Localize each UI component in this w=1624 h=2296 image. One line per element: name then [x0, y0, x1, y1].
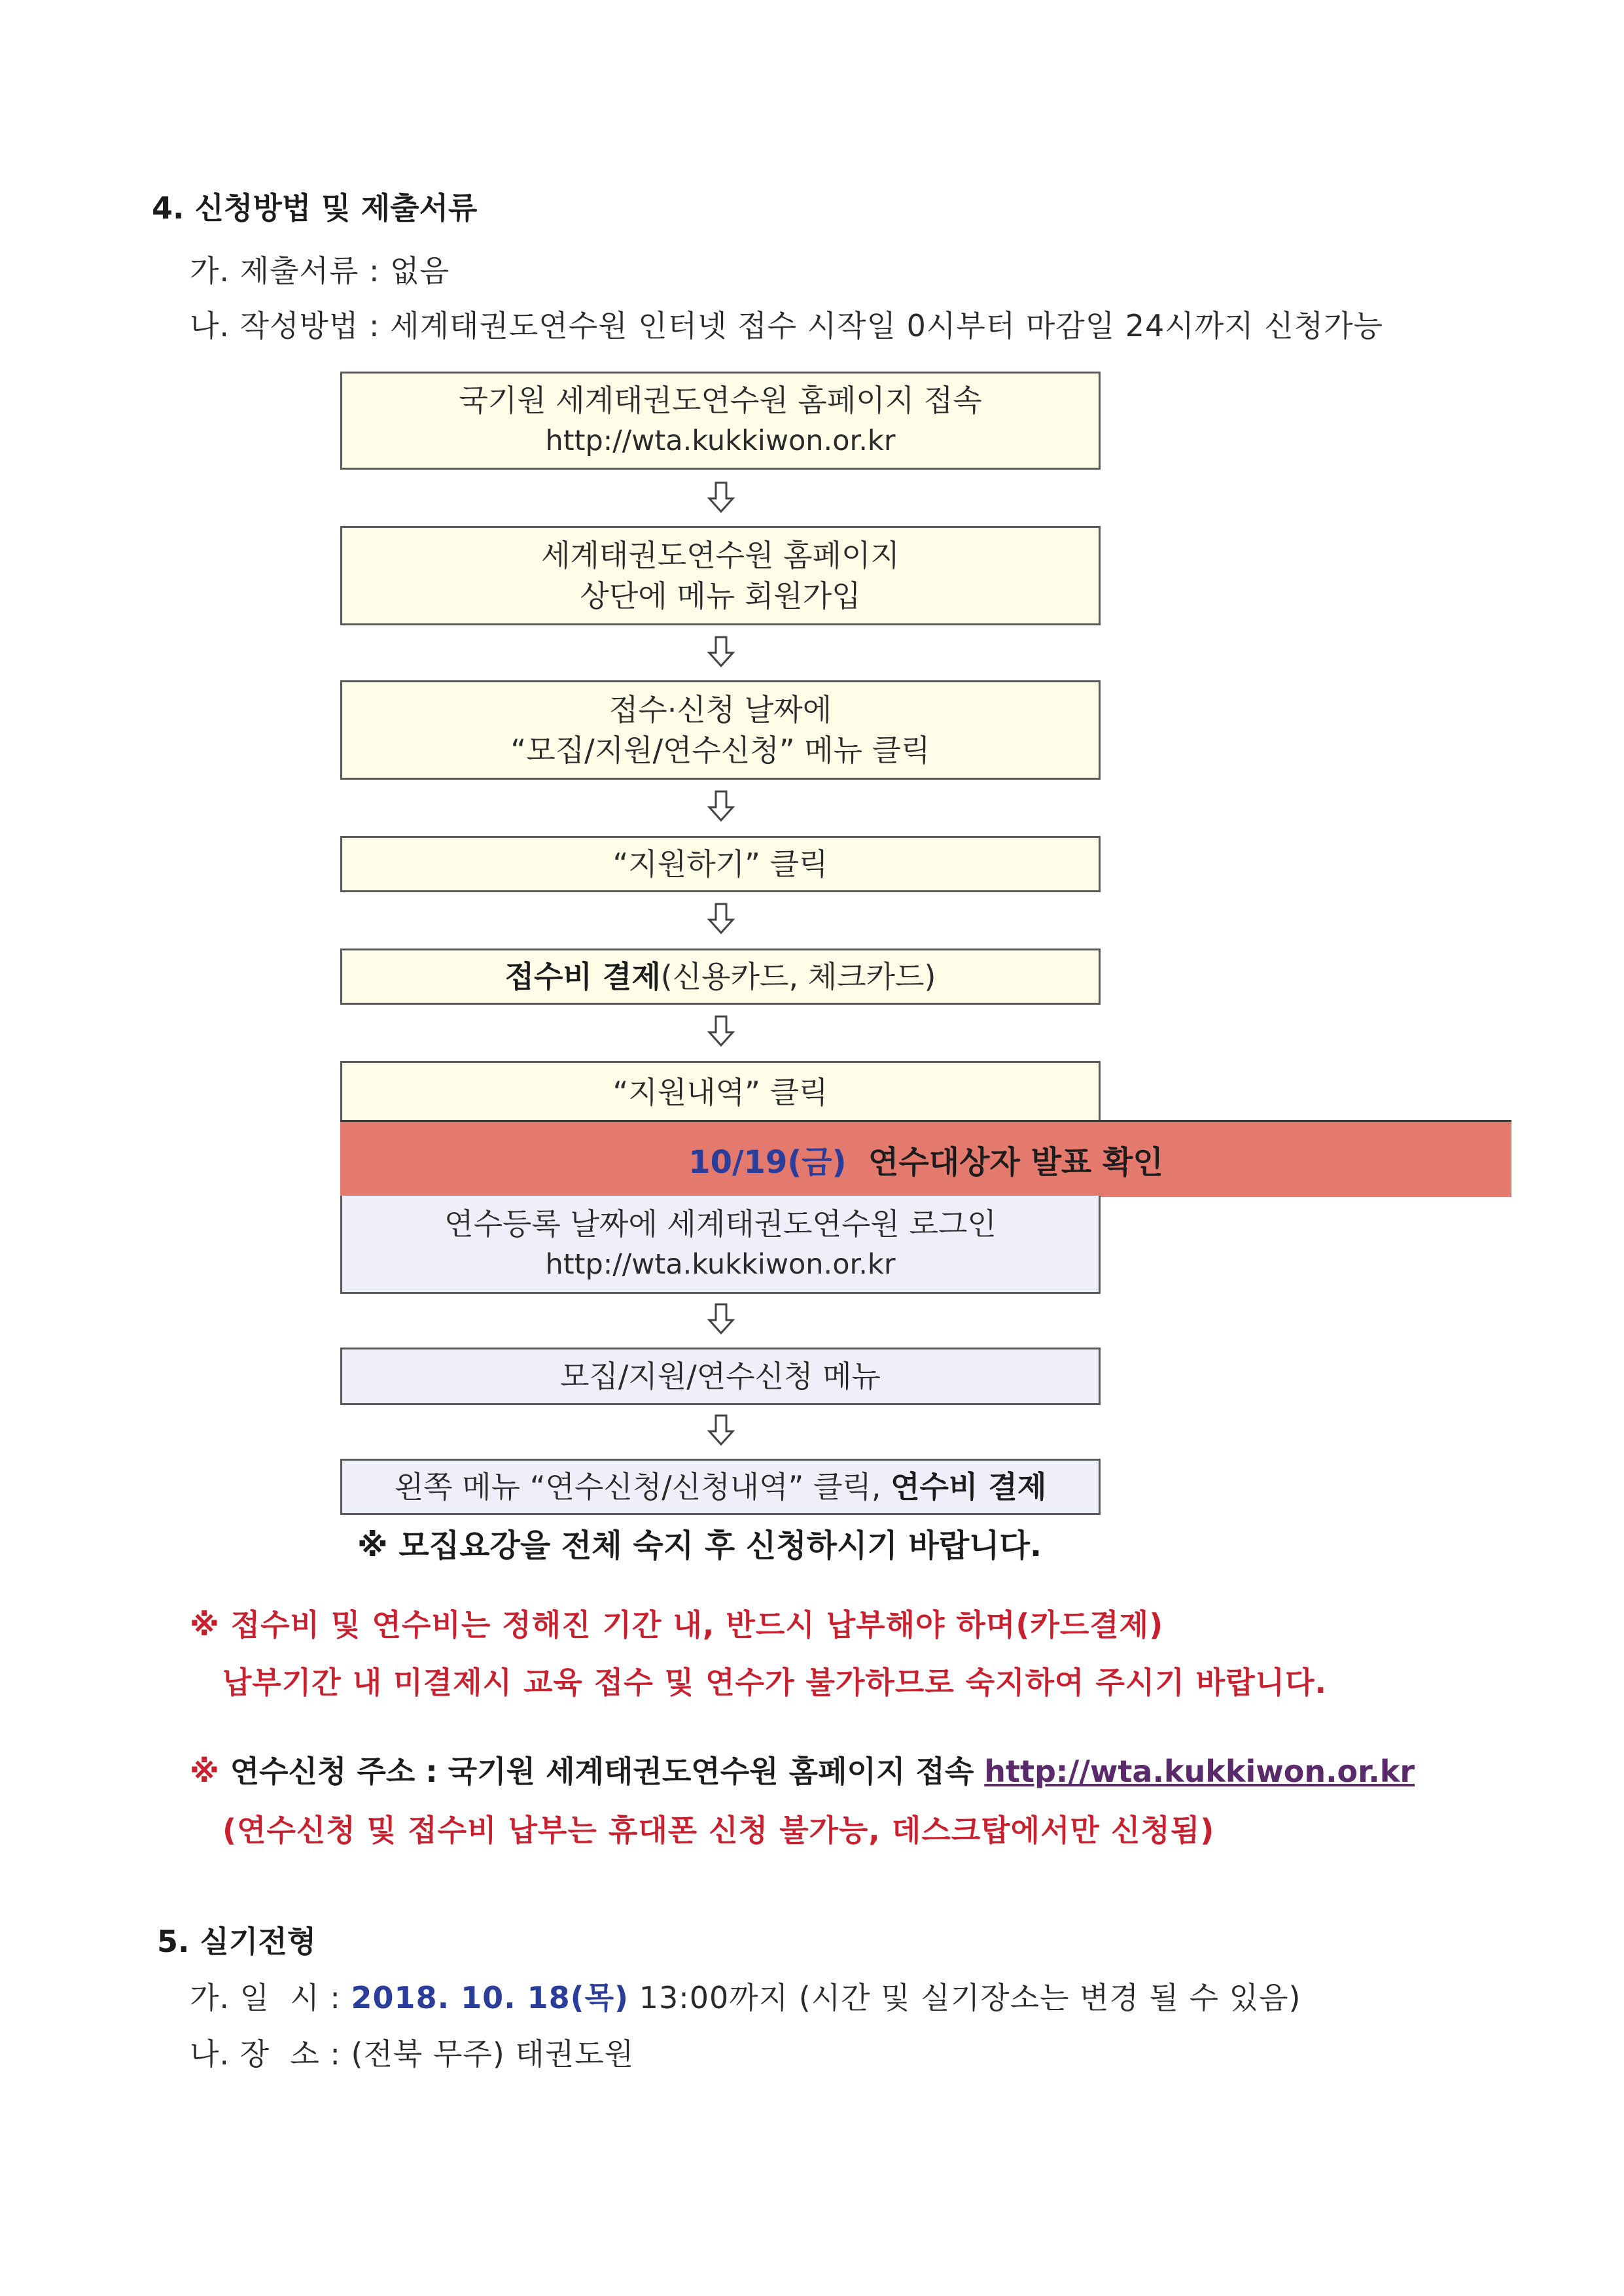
announcement-banner — [340, 1120, 1511, 1197]
section4-item-a: 가. 제출서류 : 없음 — [190, 253, 450, 288]
section4-heading: 4. 신청방법 및 제출서류 — [152, 190, 478, 226]
flow-step-3 — [340, 680, 1101, 780]
flow-step-2 — [340, 526, 1101, 625]
section5-item-b: 나. 장 소 : (전북 무주) 태권도원 — [190, 2036, 635, 2072]
announcement-text: 연수대상자 발표 확인 — [868, 1144, 1163, 1181]
flow-step-7-url: http://wta.kukkiwon.or.kr — [545, 1247, 896, 1281]
down-arrow-icon — [707, 1303, 735, 1336]
flow-step-2-line2: 상단에 메뉴 회원가입 — [580, 578, 861, 614]
flow-step-9-label: 왼쪽 메뉴 “연수신청/신청내역” 클릭, — [394, 1469, 891, 1505]
address-line — [190, 1748, 1415, 1791]
down-arrow-icon — [707, 903, 735, 935]
down-arrow-icon — [707, 1414, 735, 1447]
flow-step-2-line1: 세계태권도연수원 홈페이지 — [541, 538, 900, 573]
down-arrow-icon — [707, 790, 735, 823]
training-fee-payment-label: 연수비 결제 — [891, 1469, 1047, 1505]
flow-step-9 — [340, 1459, 1101, 1515]
flow-step-6 — [340, 1061, 1101, 1121]
flow-step-1-text: 국기원 세계태권도연수원 홈페이지 접속 — [459, 383, 982, 418]
fee-payment-label: 접수비 결제 — [504, 959, 661, 994]
warning-line-1: ※ 접수비 및 연수비는 정해진 기간 내, 반드시 납부해야 하며(카드결제) — [190, 1607, 1164, 1643]
notice-read-guide: ※ 모집요강을 전체 숙지 후 신청하시기 바랍니다. — [357, 1527, 1042, 1564]
homepage-link[interactable]: http://wta.kukkiwon.or.kr — [984, 1754, 1415, 1789]
section5-item-a — [190, 1974, 1301, 2017]
address-prefix: 연수신청 주소 : 국기원 세계태권도연수원 홈페이지 접속 — [219, 1754, 985, 1789]
section4-item-b: 나. 작성방법 : 세계태권도연수원 인터넷 접수 시작일 0시부터 마감일 24시까지 신청가능 — [190, 308, 1383, 343]
flow-step-9-text — [395, 1467, 1047, 1507]
flow-step-3-line1: 접수·신청 날짜에 — [609, 692, 832, 727]
flow-step-1-url: http://wta.kukkiwon.or.kr — [545, 425, 896, 457]
down-arrow-icon — [707, 481, 735, 514]
address-note: (연수신청 및 접수비 납부는 휴대폰 신청 불가능, 데스크탑에서만 신청됨) — [222, 1813, 1215, 1848]
down-arrow-icon — [707, 1015, 735, 1048]
flow-step-3-line2: “모집/지원/연수신청” 메뉴 클릭 — [510, 733, 930, 768]
warning-line-2: 납부기간 내 미결제시 교육 접수 및 연수가 불가하므로 숙지하여 주시기 바랍니다. — [222, 1665, 1328, 1700]
down-arrow-icon — [707, 636, 735, 669]
announcement-date: 10/19(금) — [688, 1144, 847, 1181]
flow-step-4 — [340, 836, 1101, 892]
section5-heading: 5. 실기전형 — [157, 1924, 317, 1959]
flow-step-8-text: 모집/지원/연수신청 메뉴 — [560, 1359, 881, 1394]
flow-step-1 — [340, 372, 1101, 470]
flow-step-6-text: “지원내역” 클릭 — [612, 1074, 828, 1110]
flow-step-7-text: 연수등록 날짜에 세계태권도연수원 로그인 — [444, 1206, 997, 1242]
card-types: (신용카드, 체크카드) — [660, 959, 936, 994]
schedule-label: 가. 일 시 : — [190, 1980, 351, 2015]
address-mark: ※ — [190, 1754, 220, 1789]
flow-step-5-text — [505, 956, 936, 997]
flow-step-8 — [340, 1348, 1101, 1405]
flow-step-4-text: “지원하기” 클릭 — [612, 846, 828, 882]
schedule-detail: 13:00까지 (시간 및 실기장소는 변경 될 수 있음) — [629, 1980, 1301, 2015]
flow-step-7 — [340, 1196, 1101, 1294]
flow-step-5 — [340, 948, 1101, 1005]
schedule-date: 2018. 10. 18(목) — [351, 1980, 629, 2015]
